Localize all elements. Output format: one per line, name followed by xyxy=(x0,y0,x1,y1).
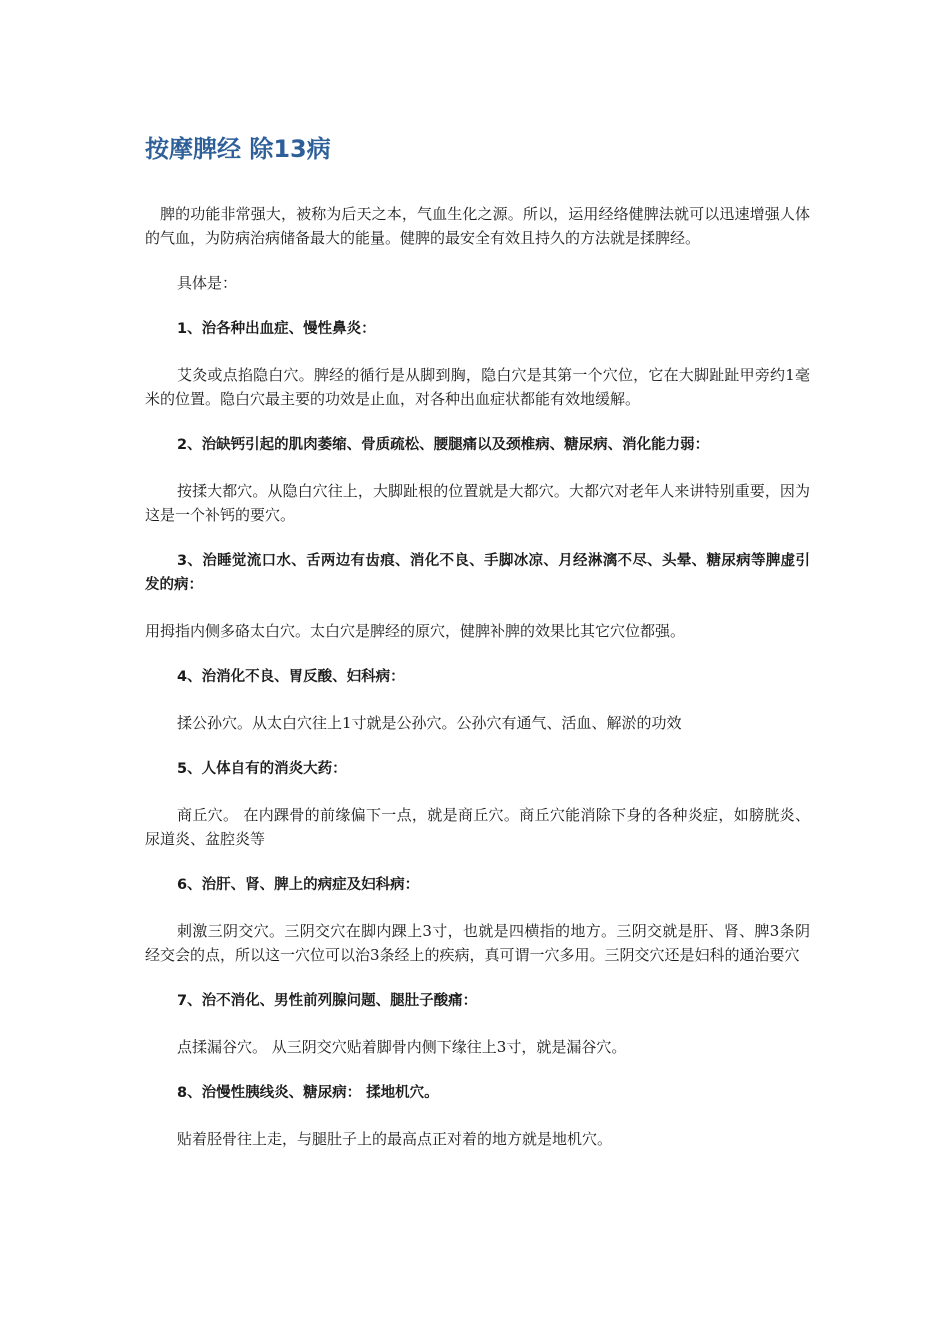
section-1-heading: 1、治各种出血症、慢性鼻炎： xyxy=(177,321,376,337)
section-2-heading: 2、治缺钙引起的肌肉萎缩、骨质疏松、腰腿痛以及颈椎病、糖尿病、消化能力弱： xyxy=(177,437,710,453)
intro-paragraph: 脾的功能非常强大，被称为后天之本，气血生化之源。所以，运用经络健脾法就可以迅速增强人体的气血，为防病治病储备最大的能量。健脾的最安全有效且持久的方法就是揉脾经。 xyxy=(145,205,810,247)
section-4-heading: 4、治消化不良、胃反酸、妇科病： xyxy=(177,669,405,685)
section-6-body: 刺激三阴交穴。三阴交穴在脚内踝上3寸，也就是四横指的地方。三阴交就是肝、肾、脾3条阴经交会的点，所以这一穴位可以治3条经上的疾病，真可谓一穴多用。三阴交穴还是妇科的通治要穴 xyxy=(145,922,810,964)
lead-text: 具体是： xyxy=(177,274,238,292)
section-6-heading: 6、治肝、肾、脾上的病症及妇科病： xyxy=(177,877,420,893)
section-7-body: 点揉漏谷穴。 从三阴交穴贴着脚骨内侧下缘往上3寸，就是漏谷穴。 xyxy=(177,1038,627,1056)
section-4-body: 揉公孙穴。从太白穴往上1寸就是公孙穴。公孙穴有通气、活血、解淤的功效 xyxy=(177,714,682,732)
section-7-heading: 7、治不消化、男性前列腺问题、腿肚子酸痛： xyxy=(177,993,478,1009)
document-title: 按摩脾经 除13病 xyxy=(145,135,331,163)
document-page xyxy=(145,130,810,1151)
section-5-heading: 5、人体自有的消炎大药： xyxy=(177,761,347,777)
section-5-body: 商丘穴。 在内踝骨的前缘偏下一点，就是商丘穴。商丘穴能消除下身的各种炎症，如膀胱炎、尿道炎、盆腔炎等 xyxy=(145,806,810,848)
section-3-heading: 3、治睡觉流口水、舌两边有齿痕、消化不良、手脚冰凉、月经淋漓不尽、头晕、糖尿病等脾虚引发的病： xyxy=(145,553,810,593)
section-1-body: 艾灸或点掐隐白穴。脾经的循行是从脚到胸，隐白穴是其第一个穴位，它在大脚趾趾甲旁约1毫米的位置。隐白穴最主要的功效是止血，对各种出血症状都能有效地缓解。 xyxy=(145,366,810,408)
section-2-body: 按揉大都穴。从隐白穴往上，大脚趾根的位置就是大都穴。大都穴对老年人来讲特别重要，因为这是一个补钙的要穴。 xyxy=(145,482,810,524)
section-8-heading: 8、治慢性胰线炎、糖尿病： 揉地机穴。 xyxy=(177,1085,439,1101)
section-8-body: 贴着胫骨往上走，与腿肚子上的最高点正对着的地方就是地机穴。 xyxy=(177,1130,613,1148)
section-3-body: 用拇指内侧多硌太白穴。太白穴是脾经的原穴，健脾补脾的效果比其它穴位都强。 xyxy=(145,622,686,640)
